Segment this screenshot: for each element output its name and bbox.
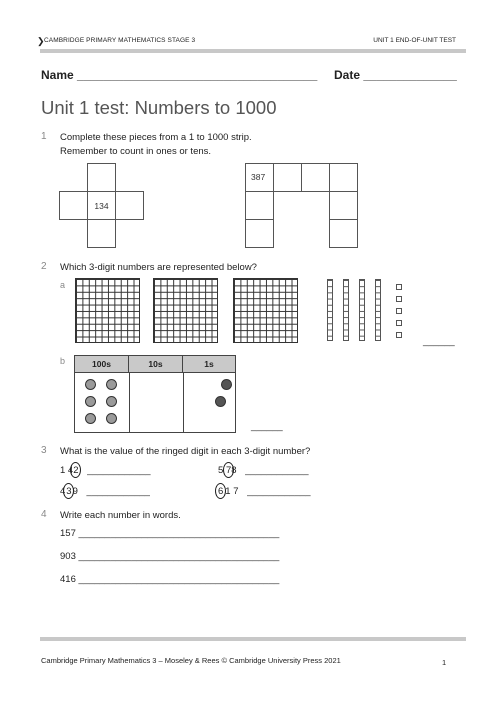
number-value: 157 xyxy=(60,528,76,539)
name-field-label: Name ____________________________________ xyxy=(41,68,318,82)
hundreds-counter xyxy=(106,379,117,390)
one-cube xyxy=(396,308,402,314)
ringed-digit: 2 xyxy=(73,465,78,476)
column-header-ones: 1s xyxy=(183,356,235,373)
one-cube xyxy=(396,332,402,338)
ringed-digit: 7 xyxy=(226,465,231,476)
strip-cell-given: 134 xyxy=(87,191,116,220)
answer-blank[interactable]: ____________ xyxy=(247,486,311,497)
words-answer-row xyxy=(60,551,279,562)
words-answer-row xyxy=(60,574,279,585)
ones-counter xyxy=(221,379,232,390)
one-cube xyxy=(396,296,402,302)
footer-divider xyxy=(40,637,466,641)
strip-cell[interactable] xyxy=(301,163,330,192)
strip-cell[interactable] xyxy=(87,219,116,248)
strip-cell[interactable] xyxy=(87,163,116,192)
strip-cell[interactable] xyxy=(329,219,358,248)
header-divider xyxy=(40,49,466,53)
answer-blank[interactable]: ____________ xyxy=(245,465,309,476)
number-digits-before: 5 xyxy=(218,465,226,476)
question-3-number: 3 xyxy=(41,445,47,456)
date-field-label: Date ______________ xyxy=(334,68,457,82)
hundreds-counter xyxy=(85,413,96,424)
hundreds-counter xyxy=(106,413,117,424)
ringed-digit: 6 xyxy=(218,486,223,497)
number-value: 903 xyxy=(60,551,76,562)
number-digits-before: 1 4 xyxy=(60,465,74,476)
strip-cell[interactable] xyxy=(245,191,274,220)
question-1-line-2: Remember to count in ones or tens. xyxy=(60,146,212,157)
column-divider xyxy=(129,373,130,432)
ten-rod xyxy=(327,279,333,341)
number-digits-after: 9 xyxy=(72,486,78,497)
question-2-number: 2 xyxy=(41,261,47,272)
hundred-flat xyxy=(233,278,298,343)
header-unit-title: UNIT 1 END-OF-UNIT TEST xyxy=(373,37,456,44)
ones-counter xyxy=(215,396,226,407)
hundreds-counter xyxy=(85,396,96,407)
ringed-digit: 3 xyxy=(66,486,71,497)
answer-line[interactable]: ______________________________________ xyxy=(78,528,280,539)
strip-cell[interactable] xyxy=(59,191,88,220)
strip-cell[interactable] xyxy=(329,191,358,220)
hundred-flat xyxy=(153,278,218,343)
ten-rod xyxy=(359,279,365,341)
answer-blank[interactable]: ____________ xyxy=(86,486,150,497)
number-value: 416 xyxy=(60,574,76,585)
header-series-title: CAMBRIDGE PRIMARY MATHEMATICS STAGE 3 xyxy=(44,37,196,44)
footer-copyright: Cambridge Primary Mathematics 3 – Moseley & Rees © Cambridge University Press 2021 xyxy=(41,656,341,665)
number-digits-after: 8 xyxy=(231,465,237,476)
hundreds-counter xyxy=(85,379,96,390)
column-header-hundreds: 100s xyxy=(75,356,129,373)
question-2b-label: b xyxy=(60,356,66,366)
question-1-number: 1 xyxy=(41,131,47,142)
place-value-table xyxy=(74,355,236,433)
page-title: Unit 1 test: Numbers to 1000 xyxy=(41,97,277,118)
page-number: 1 xyxy=(442,658,447,667)
column-header-tens: 10s xyxy=(129,356,183,373)
ringed-number-item xyxy=(218,465,309,476)
question-1-line-1: Complete these pieces from a 1 to 1000 strip. xyxy=(60,132,252,143)
number-digits-after: 1 7 xyxy=(225,486,239,497)
ten-rod xyxy=(343,279,349,341)
question-4-text: Write each number in words. xyxy=(60,510,181,521)
chevron-right-icon: ❯ xyxy=(37,36,45,46)
question-2-text: Which 3-digit numbers are represented below? xyxy=(60,262,257,273)
answer-blank-2b[interactable]: ______ xyxy=(251,421,283,432)
one-cube xyxy=(396,284,402,290)
answer-blank[interactable]: ____________ xyxy=(87,465,151,476)
column-divider xyxy=(183,373,184,432)
strip-cell-given: 387 xyxy=(245,163,274,192)
number-digits-before: 4 xyxy=(60,486,66,497)
words-answer-row xyxy=(60,528,279,539)
ringed-number-item xyxy=(60,465,151,476)
ringed-number-item xyxy=(60,486,150,497)
hundred-flat xyxy=(75,278,140,343)
one-cube xyxy=(396,320,402,326)
strip-cell[interactable] xyxy=(273,163,302,192)
answer-line[interactable]: ______________________________________ xyxy=(78,551,280,562)
strip-cell[interactable] xyxy=(115,191,144,220)
question-4-number: 4 xyxy=(41,509,47,520)
ten-rod xyxy=(375,279,381,341)
question-2a-label: a xyxy=(60,280,66,290)
strip-cell[interactable] xyxy=(329,163,358,192)
strip-cell[interactable] xyxy=(245,219,274,248)
answer-blank-2a[interactable]: ______ xyxy=(423,336,455,347)
question-3-text: What is the value of the ringed digit in each 3-digit number? xyxy=(60,446,311,457)
answer-line[interactable]: ______________________________________ xyxy=(78,574,280,585)
hundreds-counter xyxy=(106,396,117,407)
ringed-number-item xyxy=(218,486,311,497)
